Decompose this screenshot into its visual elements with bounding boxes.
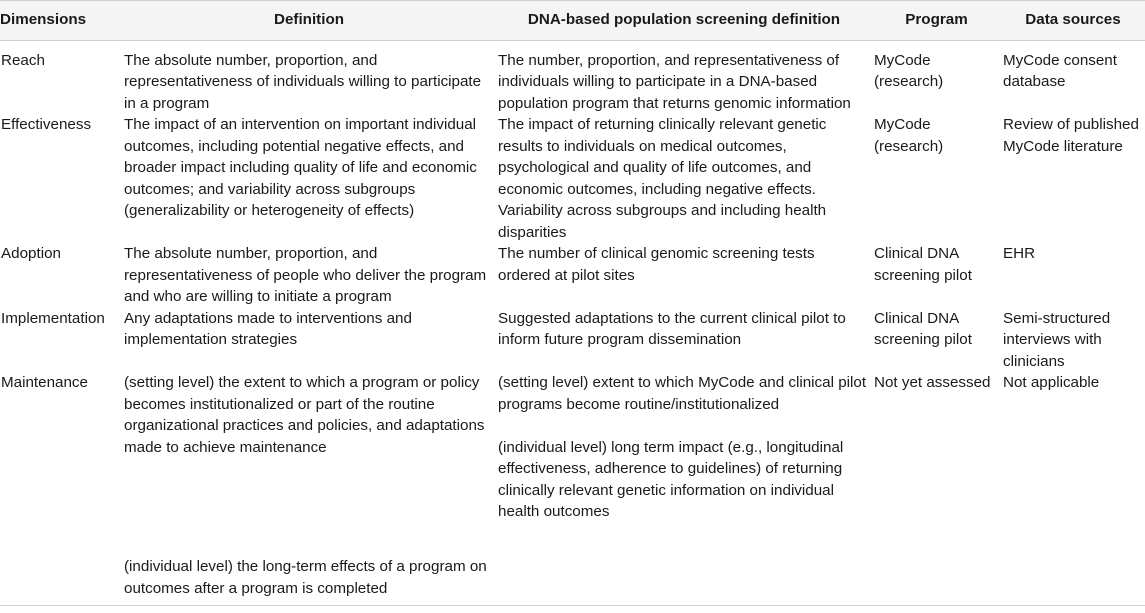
cell-definition: The absolute number, proportion, and representativeness of individuals willing to participate in a program [124, 51, 482, 112]
cell-dna-definition: Suggested adaptations to the current clinical pilot to inform future program dissemination [498, 309, 846, 348]
header-row [0, 1, 1145, 41]
table-row-reach [0, 40, 1145, 114]
table-row-implementation [0, 308, 1145, 373]
table-body [0, 40, 1145, 606]
cell-program: MyCode (research) [874, 116, 944, 155]
cell-data-sources: Not applicable [1001, 372, 1145, 606]
header-program: Program [872, 1, 1001, 41]
cell-definition: The impact of an intervention on important individual outcomes, including potential negative effects, and broader impact including quality of life and economic outcomes; and variability across subgroups (generalizability or heterogeneity of effects) [124, 116, 477, 219]
header-dimensions: Dimensions [0, 1, 122, 41]
cell-dna-definition: The number of clinical genomic screening tests ordered at pilot sites [498, 245, 815, 284]
dna-definition-setting-level: (setting level) extent to which MyCode and clinical pilot programs become routine/institutionalized [498, 374, 867, 413]
cell-dimension: Implementation [1, 309, 105, 327]
cell-dimension: Adoption [1, 245, 61, 262]
cell-program: MyCode (research) [874, 51, 944, 90]
cell-dna-definition: The number, proportion, and representativeness of individuals willing to participate in a DNA-based population program that returns genomic information [498, 51, 851, 112]
header-definition: Definition [122, 1, 496, 41]
cell-dna-definition [496, 372, 872, 606]
cell-definition: Any adaptations made to interventions and implementation strategies [124, 309, 412, 348]
cell-dimension: Maintenance [0, 372, 122, 606]
table-row-adoption [0, 243, 1145, 308]
cell-dimension: Reach [1, 51, 45, 69]
cell-data-sources: MyCode consent database [1003, 51, 1117, 90]
header-data-sources: Data sources [1001, 1, 1145, 41]
definition-individual-level: (individual level) the long-term effects of a program on outcomes after a program is completed [124, 558, 487, 597]
cell-data-sources: EHR [1003, 245, 1036, 262]
header-dna-definition: DNA-based population screening definition [496, 1, 872, 41]
table-header [0, 1, 1145, 41]
cell-dimension: Effectiveness [1, 116, 92, 133]
cell-program: Not yet assessed [872, 372, 1001, 606]
table-row-effectiveness [0, 114, 1145, 243]
cell-data-sources: Semi-structured interviews with clinicians [1003, 309, 1111, 370]
cell-definition: The absolute number, proportion, and representativeness of people who deliver the program and who are willing to initiate a program [124, 245, 487, 305]
definition-setting-level: (setting level) the extent to which a program or policy becomes institutionalized or part of the routine organizational practices and policies, and adaptations made to achieve maintenance [124, 374, 485, 456]
cell-definition [122, 372, 496, 606]
table-row-maintenance [0, 372, 1145, 606]
dna-definition-individual-level: (individual level) long term impact (e.g., longitudinal effectiveness, adherence to guidelines) of returning clinically relevant genetic information on individual health outcomes [498, 438, 844, 520]
cell-data-sources: Review of published MyCode literature [1003, 116, 1139, 155]
cell-program: Clinical DNA screening pilot [874, 309, 972, 348]
cell-program: Clinical DNA screening pilot [874, 245, 972, 284]
cell-dna-definition: The impact of returning clinically relevant genetic results to individuals on medical outcomes, psychological and quality of life outcomes, and economic outcomes, including negative effects. Variability across subgroups and including health disparities [498, 116, 827, 241]
